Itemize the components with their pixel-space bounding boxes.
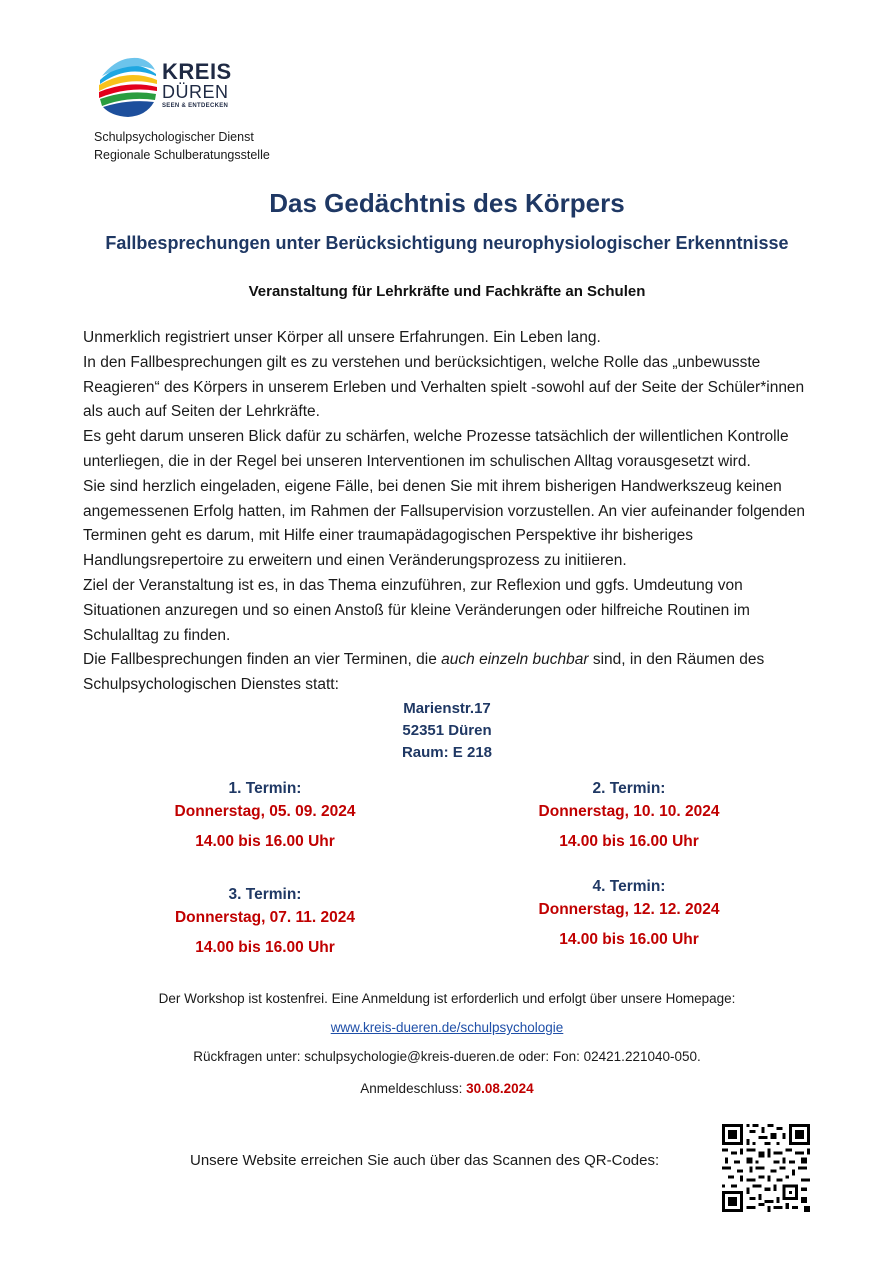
- registration-info: Der Workshop ist kostenfrei. Eine Anmeldung ist erforderlich und erfolgt über unsere Homepage:: [158, 991, 736, 1006]
- description-body: [83, 326, 811, 698]
- termin-2: [479, 778, 779, 854]
- paragraph-6-end: sind, in den Räumen des Schulpsychologischen Dienstes statt:: [83, 651, 765, 694]
- address-city: 52351 Düren: [402, 722, 492, 739]
- logo-text-dueren: DÜREN: [162, 82, 229, 102]
- organization-subname: Regionale Schulberatungsstelle: [94, 148, 270, 162]
- termin-date: Donnerstag, 12. 12. 2024: [538, 901, 720, 918]
- termin-label: 1. Termin:: [228, 780, 302, 797]
- paragraph-1: Unmerklich registriert unser Körper all unsere Erfahrungen. Ein Leben lang.: [83, 329, 601, 346]
- termin-time: 14.00 bis 16.00 Uhr: [559, 931, 699, 948]
- termin-4: [479, 876, 779, 952]
- termin-label: 2. Termin:: [592, 780, 666, 797]
- termin-label: 4. Termin:: [592, 878, 666, 895]
- paragraph-3: Es geht darum unseren Blick dafür zu schärfen, welche Prozesse tatsächlich der willentlichen Kontrolle unterliegen, die in der Regel bei unseren Interventionen im schulischen Alltag vorausgesetzt wird.: [83, 428, 789, 470]
- address-street: Marienstr.17: [403, 700, 491, 717]
- homepage-link-row: [0, 1020, 894, 1035]
- paragraph-2: In den Fallbesprechungen gilt es zu verstehen und berücksichtigen, welche Rolle das „unbewusste Reagieren“ des Körpers in unserem Erleben und Verhalten spielt -sowohl auf der Seite der Schüler*innen als auch auf Seiten der Lehrkräfte.: [83, 353, 805, 421]
- contact-info: Rückfragen unter: schulpsychologie@kreis-dueren.de oder: Fon: 02421.221040-050.: [193, 1049, 701, 1064]
- homepage-link[interactable]: www.kreis-dueren.de/schulpsychologie: [330, 1020, 564, 1035]
- paragraph-6-start: Die Fallbesprechungen finden an vier Terminen, die: [83, 651, 442, 669]
- deadline-date: 30.08.2024: [466, 1081, 534, 1096]
- deadline-row: [0, 1081, 894, 1096]
- termin-time: 14.00 bis 16.00 Uhr: [195, 833, 335, 850]
- termin-3: [115, 884, 415, 960]
- paragraph-5: Ziel der Veranstaltung ist es, in das Thema einzuführen, zur Reflexion und ggfs. Umdeutung von Situationen anzuregen und so einen Anstoß für kleine Veränderungen oder hilfreiche Routinen im Schulalltag zu finden.: [83, 576, 750, 644]
- termin-date: Donnerstag, 10. 10. 2024: [538, 803, 720, 820]
- termin-time: 14.00 bis 16.00 Uhr: [559, 833, 699, 850]
- qr-caption: Unsere Website erreichen Sie auch über das Scannen des QR-Codes:: [190, 1152, 660, 1169]
- organization-block: [94, 128, 270, 164]
- termin-date: Donnerstag, 05. 09. 2024: [174, 803, 356, 820]
- termin-1: [115, 778, 415, 854]
- audience-line: Veranstaltung für Lehrkräfte und Fachkräfte an Schulen: [248, 283, 646, 300]
- paragraph-6: [83, 648, 811, 698]
- address-room: Raum: E 218: [401, 744, 493, 761]
- paragraph-6-emphasis: auch einzeln buchbar: [441, 651, 589, 669]
- organization-name: Schulpsychologischer Dienst: [94, 130, 254, 144]
- termin-time: 14.00 bis 16.00 Uhr: [195, 939, 335, 956]
- page-title: Das Gedächtnis des Körpers: [269, 188, 625, 218]
- deadline-label: Anmeldeschluss:: [360, 1081, 467, 1096]
- venue-address: [0, 698, 894, 764]
- qr-code-icon[interactable]: [722, 1124, 810, 1212]
- logo-tagline: SEEN & ENTDECKEN: [162, 103, 229, 109]
- logo-text-kreis: KREIS: [162, 59, 232, 84]
- page-subtitle: Fallbesprechungen unter Berücksichtigung neurophysiologischer Erkenntnisse: [105, 233, 789, 253]
- paragraph-4: Sie sind herzlich eingeladen, eigene Fälle, bei denen Sie mit ihrem bisherigen Handwerkszeug keinen angemessenen Erfolg hatten, im Rahmen der Fallsupervision vorzustellen. An vier aufeinander folgenden Terminen geht es darum, mit Hilfe einer traumapädagogischen Perspektive ihr bisheriges Handlungsrepertoire zu erweitern und einen Veränderungsprozess zu initiieren.: [83, 477, 806, 570]
- termin-date: Donnerstag, 07. 11. 2024: [174, 909, 356, 926]
- termin-label: 3. Termin:: [228, 886, 302, 903]
